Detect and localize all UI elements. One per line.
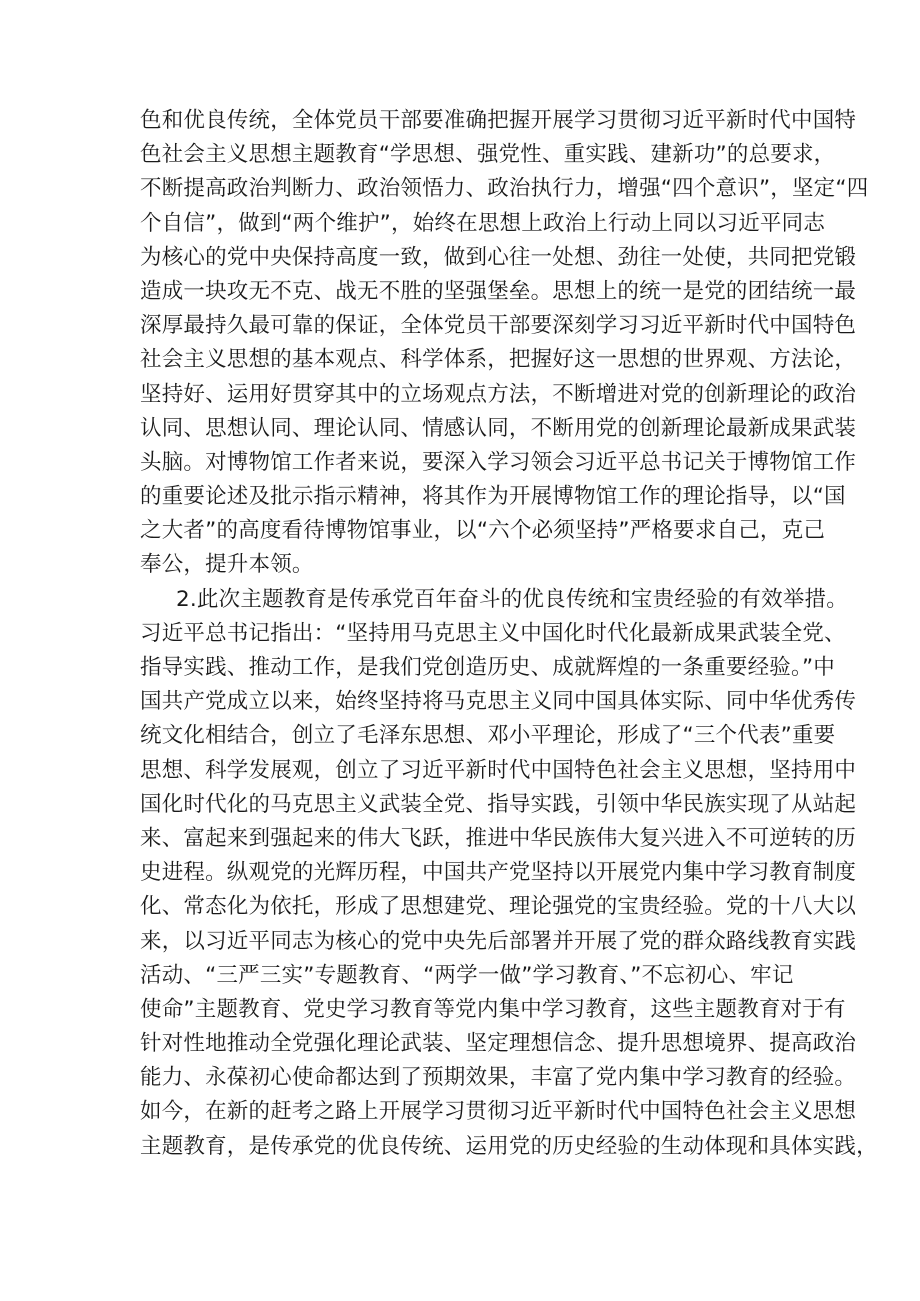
text-line: 统文化相结合，创立了毛泽东思想、邓小平理论，形成了“三个代表”重要 — [140, 723, 836, 749]
text-line: 史进程。纵观党的光辉历程，中国共产党坚持以开展党内集中学习教育制度 — [140, 860, 857, 886]
text-line: 色社会主义思想主题教育“学思想、强党性、重实践、建新功”的总要求， — [140, 142, 836, 168]
text-line: 造成一块攻无不克、战无不胜的坚强堡垒。思想上的统一是党的团结统一最 — [140, 278, 857, 304]
text-line: 使命”主题教育、党史学习教育等党内集中学习教育，这些主题教育对于有 — [140, 996, 846, 1022]
text-line: 深厚最持久最可靠的保证，全体党员干部要深刻学习习近平新时代中国特色 — [140, 313, 857, 339]
text-line: 化、常态化为依托，形成了思想建党、理论强党的宝贵经验。党的十八大以 — [140, 894, 857, 920]
text-line: 认同、思想认同、理论认同、情感认同，不断用党的创新理论最新成果武装 — [140, 415, 857, 441]
text-line: 坚持好、运用好贯穿其中的立场观点方法，不断增进对党的创新理论的政治 — [140, 381, 857, 407]
text-line: 来、富起来到强起来的伟大飞跃，推进中华民族伟大复兴进入不可逆转的历 — [140, 825, 857, 851]
text-line: 主题教育，是传承党的优良传统、运用党的历史经验的生动体现和具体实践， — [140, 1133, 878, 1159]
text-line: 国化时代化的马克思主义武装全党、指导实践，引领中华民族实现了从站起 — [140, 791, 857, 817]
text-line: 活动、“三严三实”专题教育、“两学一做”学习教育、”不忘初心、牢记 — [140, 962, 794, 988]
text-line: 国共产党成立以来，始终坚持将马克思主义同中国具体实际、同中华优秀传 — [140, 689, 857, 715]
text-line: 能力、永葆初心使命都达到了预期效果，丰富了党内集中学习教育的经验。 — [140, 1065, 857, 1091]
text-line: 不断提高政治判断力、政治领悟力、政治执行力，增强“四个意识”，坚定“四 — [140, 176, 869, 202]
text-line: 个自信”，做到“两个维护”，始终在思想上政治上行动上同以习近平同志 — [140, 210, 826, 236]
text-line: 头脑。对博物馆工作者来说，要深入学习领会习近平总书记关于博物馆工作 — [140, 449, 857, 475]
text-line: 针对性地推动全党强化理论武装、坚定理想信念、提升思想境界、提高政治 — [140, 1031, 857, 1057]
paragraph-end-line: 奉公，提升本领。 — [140, 552, 314, 578]
text-line: 为核心的党中央保持高度一致，做到心往一处想、劲往一处使，共同把党锻 — [140, 244, 857, 270]
text-line: 的重要论述及批示指示精神，将其作为开展博物馆工作的理论指导，以“国 — [140, 484, 846, 510]
text-line: 如今，在新的赶考之路上开展学习贯彻习近平新时代中国特色社会主义思想 — [140, 1099, 857, 1125]
text-line: 习近平总书记指出：“坚持用马克思主义中国化时代化最新成果武装全党、 — [140, 620, 846, 646]
text-line: 色和优良传统，全体党员干部要准确把握开展学习贯彻习近平新时代中国特 — [140, 108, 857, 133]
body-text — [140, 104, 878, 1164]
text-line: 来，以习近平同志为核心的党中央先后部署并开展了党的群众路线教育实践 — [140, 928, 857, 954]
text-line: 指导实践、推动工作，是我们党创造历史、成就辉煌的一条重要经验。”中 — [140, 655, 835, 680]
paragraph-start-line: 2.此次主题教育是传承党百年奋斗的优良传统和宝贵经验的有效举措。 — [176, 586, 848, 612]
text-line: 之大者”的高度看待博物馆事业，以“六个必须坚持”严格要求自己，克己 — [140, 518, 826, 544]
text-line: 社会主义思想的基本观点、科学体系，把握好这一思想的世界观、方法论， — [140, 347, 857, 373]
text-line: 思想、科学发展观，创立了习近平新时代中国特色社会主义思想，坚持用中 — [140, 757, 857, 783]
